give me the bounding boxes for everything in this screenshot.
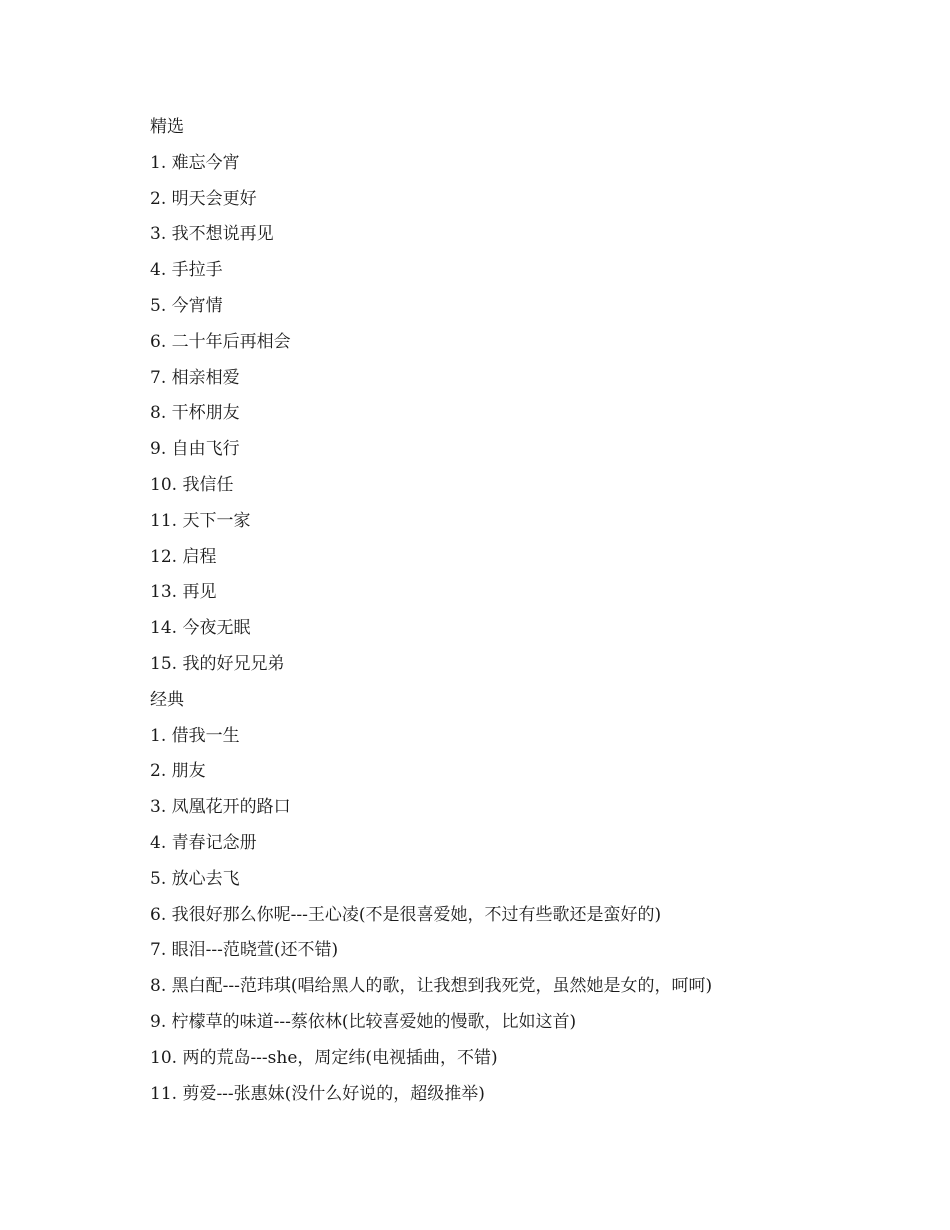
list-item: 7. 眼泪---范晓萱(还不错): [150, 940, 339, 961]
list-item: 3. 我不想说再见: [150, 224, 274, 245]
section-heading-classic: 经典: [150, 689, 184, 710]
list-item: 13. 再见: [150, 582, 217, 603]
list-item: 5. 今宵情: [150, 295, 223, 316]
list-item: 15. 我的好兄兄弟: [150, 653, 285, 674]
list-item: 7. 相亲相爱: [150, 367, 240, 388]
list-item: 9. 柠檬草的味道---蔡依林(比较喜爱她的慢歌，比如这首): [150, 1011, 577, 1032]
list-item: 3. 凤凰花开的路口: [150, 797, 291, 818]
list-item: 10. 我信任: [150, 474, 234, 495]
list-item: 1. 借我一生: [150, 725, 240, 746]
list-item: 1. 难忘今宵: [150, 152, 240, 173]
list-item: 4. 手拉手: [150, 260, 223, 281]
list-item: 8. 黑白配---范玮琪(唱给黑人的歌，让我想到我死党，虽然她是女的，呵呵): [150, 976, 713, 997]
list-item: 6. 二十年后再相会: [150, 331, 291, 352]
list-item: 5. 放心去飞: [150, 868, 240, 889]
list-item: 2. 明天会更好: [150, 188, 257, 209]
list-item: 12. 启程: [150, 546, 217, 567]
list-item: 9. 自由飞行: [150, 439, 240, 460]
document-page: [150, 110, 910, 1112]
list-item: 8. 干杯朋友: [150, 403, 240, 424]
list-item: 10. 两的荒岛---she，周定纬(电视插曲，不错): [150, 1047, 498, 1068]
list-item: 11. 天下一家: [150, 510, 251, 531]
list-item: 11. 剪爱---张惠妹(没什么好说的，超级推举): [150, 1083, 485, 1104]
section-heading-featured: 精选: [150, 117, 184, 137]
list-item: 2. 朋友: [150, 761, 206, 782]
list-item: 14. 今夜无眠: [150, 618, 251, 639]
list-item: 6. 我很好那么你呢---王心凌(不是很喜爱她，不过有些歌还是蛮好的): [150, 904, 662, 925]
list-item: 4. 青春记念册: [150, 832, 257, 853]
